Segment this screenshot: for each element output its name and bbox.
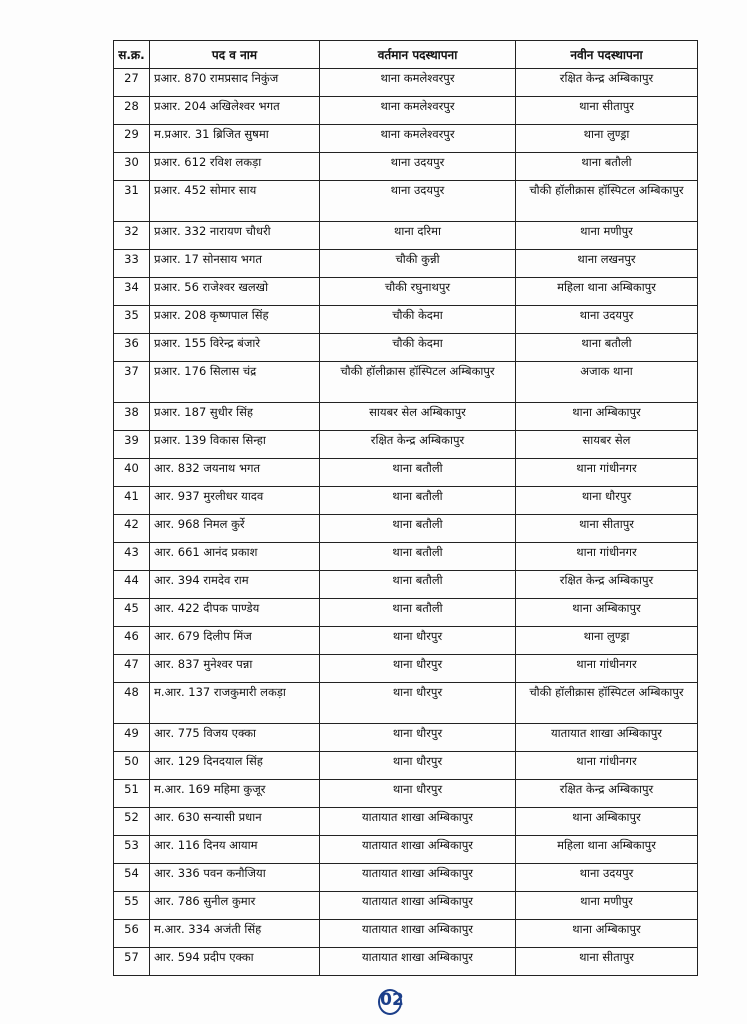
current-posting-cell: सायबर सेल अम्बिकापुर [320, 403, 516, 431]
current-posting-cell: थाना उदयपुर [320, 181, 516, 222]
current-posting-cell: रक्षित केन्द्र अम्बिकापुर [320, 431, 516, 459]
table-row [114, 724, 698, 752]
serial-number-cell: 50 [114, 752, 150, 780]
new-posting-cell: चौकी हॉलीक्रास हॉस्पिटल अम्बिकापुर [516, 181, 698, 222]
new-posting-cell: अजाक थाना [516, 362, 698, 403]
current-posting-cell: चौकी रघुनाथपुर [320, 278, 516, 306]
new-posting-cell: थाना अम्बिकापुर [516, 808, 698, 836]
name-cell: आर. 775 विजय एक्का [150, 724, 320, 752]
new-posting-cell: थाना धौरपुर [516, 487, 698, 515]
new-posting-cell: थाना गांधीनगर [516, 459, 698, 487]
current-posting-cell: थाना उदयपुर [320, 153, 516, 181]
current-posting-cell: थाना बतौली [320, 459, 516, 487]
current-posting-cell: थाना धौरपुर [320, 627, 516, 655]
new-posting-cell: थाना अम्बिकापुर [516, 403, 698, 431]
current-posting-cell: यातायात शाखा अम्बिकापुर [320, 808, 516, 836]
table-row [114, 920, 698, 948]
current-posting-cell: थाना कमलेश्वरपुर [320, 125, 516, 153]
table-row [114, 222, 698, 250]
serial-number-cell: 39 [114, 431, 150, 459]
serial-number-cell: 37 [114, 362, 150, 403]
serial-number-cell: 29 [114, 125, 150, 153]
new-posting-cell: थाना लुण्ड्रा [516, 627, 698, 655]
serial-number-cell: 28 [114, 97, 150, 125]
current-posting-cell: थाना धौरपुर [320, 655, 516, 683]
name-cell: म.प्रआर. 31 ब्रिजित सुषमा [150, 125, 320, 153]
current-posting-cell: चौकी केदमा [320, 306, 516, 334]
current-posting-cell: चौकी कुन्नी [320, 250, 516, 278]
table-row [114, 97, 698, 125]
serial-number-cell: 30 [114, 153, 150, 181]
serial-number-cell: 44 [114, 571, 150, 599]
name-cell: प्रआर. 208 कृष्णपाल सिंह [150, 306, 320, 334]
current-posting-cell: थाना बतौली [320, 571, 516, 599]
current-posting-cell: यातायात शाखा अम्बिकापुर [320, 920, 516, 948]
serial-number-cell: 54 [114, 864, 150, 892]
table-row [114, 403, 698, 431]
current-posting-cell: थाना धौरपुर [320, 724, 516, 752]
table-row [114, 543, 698, 571]
current-posting-cell: यातायात शाखा अम्बिकापुर [320, 892, 516, 920]
table-row [114, 808, 698, 836]
table-row [114, 948, 698, 976]
name-cell: प्रआर. 155 विरेन्द्र बंजारे [150, 334, 320, 362]
name-cell: प्रआर. 187 सुधीर सिंह [150, 403, 320, 431]
serial-number-cell: 36 [114, 334, 150, 362]
table-row [114, 181, 698, 222]
name-cell: म.आर. 137 राजकुमारी लकड़ा [150, 683, 320, 724]
serial-number-cell: 51 [114, 780, 150, 808]
serial-number-cell: 57 [114, 948, 150, 976]
serial-number-cell: 42 [114, 515, 150, 543]
new-posting-cell: थाना मणीपुर [516, 222, 698, 250]
header-current-posting: वर्तमान पदस्थापना [320, 41, 516, 69]
current-posting-cell: थाना धौरपुर [320, 752, 516, 780]
name-cell: आर. 937 मुरलीधर यादव [150, 487, 320, 515]
serial-number-cell: 33 [114, 250, 150, 278]
table-row [114, 153, 698, 181]
current-posting-cell: चौकी केदमा [320, 334, 516, 362]
serial-number-cell: 31 [114, 181, 150, 222]
name-cell: आर. 786 सुनील कुमार [150, 892, 320, 920]
name-cell: आर. 630 सन्यासी प्रधान [150, 808, 320, 836]
table-row [114, 571, 698, 599]
name-cell: आर. 394 रामदेव राम [150, 571, 320, 599]
table-row [114, 780, 698, 808]
name-cell: प्रआर. 17 सोनसाय भगत [150, 250, 320, 278]
current-posting-cell: यातायात शाखा अम्बिकापुर [320, 948, 516, 976]
current-posting-cell: थाना बतौली [320, 515, 516, 543]
transfer-table [113, 40, 698, 976]
new-posting-cell: थाना गांधीनगर [516, 543, 698, 571]
current-posting-cell: थाना कमलेश्वरपुर [320, 69, 516, 97]
name-cell: प्रआर. 176 सिलास चंद्र [150, 362, 320, 403]
serial-number-cell: 40 [114, 459, 150, 487]
new-posting-cell: यातायात शाखा अम्बिकापुर [516, 724, 698, 752]
table-row [114, 864, 698, 892]
table-row [114, 362, 698, 403]
serial-number-cell: 53 [114, 836, 150, 864]
table-row [114, 683, 698, 724]
name-cell: आर. 594 प्रदीप एक्का [150, 948, 320, 976]
header-new-posting: नवीन पदस्थापना [516, 41, 698, 69]
new-posting-cell: थाना उदयपुर [516, 306, 698, 334]
table-row [114, 69, 698, 97]
table-row [114, 599, 698, 627]
new-posting-cell: रक्षित केन्द्र अम्बिकापुर [516, 780, 698, 808]
new-posting-cell: थाना अम्बिकापुर [516, 599, 698, 627]
table-row [114, 278, 698, 306]
table-row [114, 752, 698, 780]
name-cell: आर. 422 दीपक पाण्डेय [150, 599, 320, 627]
new-posting-cell: थाना सीतापुर [516, 948, 698, 976]
serial-number-cell: 38 [114, 403, 150, 431]
serial-number-cell: 34 [114, 278, 150, 306]
table-row [114, 334, 698, 362]
new-posting-cell: चौकी हॉलीक्रास हॉस्पिटल अम्बिकापुर [516, 683, 698, 724]
new-posting-cell: रक्षित केन्द्र अम्बिकापुर [516, 571, 698, 599]
new-posting-cell: थाना लुण्ड्रा [516, 125, 698, 153]
name-cell: म.आर. 169 महिमा कुजूर [150, 780, 320, 808]
current-posting-cell: थाना धौरपुर [320, 683, 516, 724]
current-posting-cell: थाना बतौली [320, 487, 516, 515]
new-posting-cell: सायबर सेल [516, 431, 698, 459]
name-cell: प्रआर. 612 रविश लकड़ा [150, 153, 320, 181]
serial-number-cell: 48 [114, 683, 150, 724]
current-posting-cell: थाना धौरपुर [320, 780, 516, 808]
name-cell: प्रआर. 56 राजेश्वर खलखो [150, 278, 320, 306]
name-cell: आर. 679 दिलीप मिंज [150, 627, 320, 655]
new-posting-cell: थाना बतौली [516, 334, 698, 362]
serial-number-cell: 47 [114, 655, 150, 683]
name-cell: आर. 968 निमल कुर्रे [150, 515, 320, 543]
new-posting-cell: थाना अम्बिकापुर [516, 920, 698, 948]
name-cell: आर. 336 पवन कनौजिया [150, 864, 320, 892]
serial-number-cell: 49 [114, 724, 150, 752]
new-posting-cell: थाना सीतापुर [516, 97, 698, 125]
table-row [114, 627, 698, 655]
table-row [114, 655, 698, 683]
new-posting-cell: थाना गांधीनगर [516, 655, 698, 683]
new-posting-cell: रक्षित केन्द्र अम्बिकापुर [516, 69, 698, 97]
serial-number-cell: 55 [114, 892, 150, 920]
current-posting-cell: थाना कमलेश्वरपुर [320, 97, 516, 125]
table-row [114, 892, 698, 920]
serial-number-cell: 46 [114, 627, 150, 655]
name-cell: आर. 116 दिनय आयाम [150, 836, 320, 864]
new-posting-cell: महिला थाना अम्बिकापुर [516, 278, 698, 306]
serial-number-cell: 52 [114, 808, 150, 836]
new-posting-cell: थाना उदयपुर [516, 864, 698, 892]
current-posting-cell: थाना दरिमा [320, 222, 516, 250]
name-cell: आर. 832 जयनाथ भगत [150, 459, 320, 487]
name-cell: प्रआर. 204 अखिलेश्वर भगत [150, 97, 320, 125]
new-posting-cell: थाना मणीपुर [516, 892, 698, 920]
current-posting-cell: थाना बतौली [320, 599, 516, 627]
table-row [114, 515, 698, 543]
name-cell: प्रआर. 139 विकास सिन्हा [150, 431, 320, 459]
serial-number-cell: 56 [114, 920, 150, 948]
name-cell: आर. 837 मुनेश्वर पन्ना [150, 655, 320, 683]
serial-number-cell: 45 [114, 599, 150, 627]
name-cell: आर. 661 आनंद प्रकाश [150, 543, 320, 571]
transfer-list-sheet [113, 40, 697, 976]
current-posting-cell: थाना बतौली [320, 543, 516, 571]
table-row [114, 836, 698, 864]
name-cell: आर. 129 दिनदयाल सिंह [150, 752, 320, 780]
current-posting-cell: यातायात शाखा अम्बिकापुर [320, 864, 516, 892]
table-row [114, 487, 698, 515]
current-posting-cell: यातायात शाखा अम्बिकापुर [320, 836, 516, 864]
serial-number-cell: 32 [114, 222, 150, 250]
table-row [114, 431, 698, 459]
table-row [114, 250, 698, 278]
table-header-row [114, 41, 698, 69]
serial-number-cell: 35 [114, 306, 150, 334]
header-serial: स.क्र. [114, 41, 150, 69]
page-number: 02 [380, 990, 404, 1010]
new-posting-cell: थाना गांधीनगर [516, 752, 698, 780]
new-posting-cell: थाना लखनपुर [516, 250, 698, 278]
new-posting-cell: थाना सीतापुर [516, 515, 698, 543]
table-row [114, 125, 698, 153]
serial-number-cell: 43 [114, 543, 150, 571]
new-posting-cell: महिला थाना अम्बिकापुर [516, 836, 698, 864]
serial-number-cell: 41 [114, 487, 150, 515]
new-posting-cell: थाना बतौली [516, 153, 698, 181]
table-row [114, 459, 698, 487]
header-name: पद व नाम [150, 41, 320, 69]
name-cell: प्रआर. 452 सोमार साय [150, 181, 320, 222]
name-cell: प्रआर. 332 नारायण चौधरी [150, 222, 320, 250]
name-cell: प्रआर. 870 रामप्रसाद निकुंज [150, 69, 320, 97]
current-posting-cell: चौकी हॉलीक्रास हॉस्पिटल अम्बिकापुर [320, 362, 516, 403]
name-cell: म.आर. 334 अजंती सिंह [150, 920, 320, 948]
table-row [114, 306, 698, 334]
serial-number-cell: 27 [114, 69, 150, 97]
